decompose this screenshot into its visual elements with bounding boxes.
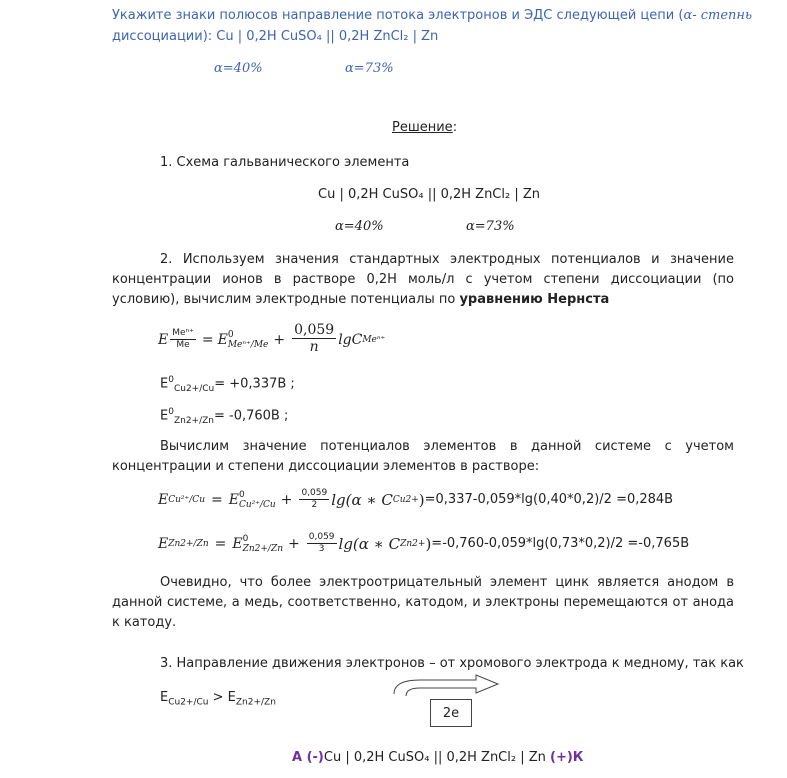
equation-cu [158,489,673,511]
eq-zn-rhs-scripts [243,534,283,554]
calc-intro: Вычислим значение потенциалов элементов в данной системе с учетом концентрации и степени диссоциации элементов в растворе: [112,439,734,474]
scheme-alpha-1 [335,219,384,234]
e0-cu-sup: 0 [168,375,174,385]
task-line-1-text: Укажите знаки полюсов направление потока электронов и ЭДС следующей цепи ( [112,8,684,23]
eq-cu-rhs-scripts [239,490,276,510]
eq-zn-result: =-0,760-0,059*lg(0,73*0,2)/2 =-0,765В [431,536,690,552]
scheme-alpha-2-text: α=73% [466,219,515,234]
eq-zn-frac-den: 3 [318,543,325,554]
nernst-lhs-num: Meⁿ⁺ [172,327,194,338]
solution-heading [392,120,457,135]
step-2-text: 2. Используем значения стандартных электродных потенциалов и значение концентрации ионов в растворе 0,2Н моль/л с учетом степени диссоциации (по условию), вычислим электродные потенциалы по [112,252,734,307]
anode-label: А (-) [292,750,324,765]
nernst-equation [158,323,385,356]
potential-comparison [160,690,276,708]
eq-zn-close: ) [425,534,432,553]
eq-cu-plus: + [280,491,293,508]
compare-e1: E [160,690,169,705]
eq-zn-rhs-sup: 0 [242,533,249,544]
task-alpha-1 [214,61,263,76]
eq-zn-lhs-e: E [158,535,169,552]
eq-zn-frac [307,533,337,555]
nernst-lg-sub: Meⁿ⁺ [362,334,386,345]
nernst-frac [292,323,336,356]
nernst-lhs-frac [170,329,196,351]
alpha-note: α- степнь [683,8,753,23]
eq-cu-lhs-e: E [158,491,169,508]
solution-heading-colon: : [452,120,458,135]
eq-cu-frac-num: 0,059 [301,488,328,498]
step-1-title: 1. Схема гальванического элемента [160,155,410,170]
nernst-rhs-sup: 0 [227,329,234,340]
eq-cu-rhs-sup: 0 [238,489,245,500]
electrons-box [430,699,472,727]
nernst-plus: + [273,331,286,348]
final-scheme-text: Cu | 0,2Н CuSO₄ || 0,2Н ZnCl₂ | Zn [323,750,551,765]
e0-zn [160,407,288,426]
nernst-equals: = [201,331,214,348]
task-alpha-2 [345,61,394,76]
step-2-bold: уравнению Нернста [459,292,610,307]
eq-zn-c-sub: Zn2+ [400,538,426,549]
eq-zn-rhs-e: E [232,535,243,552]
task-line-2: диссоциации): Cu | 0,2Н CuSO₄ || 0,2Н ZnCl₂ | Zn [112,29,439,44]
nernst-rhs-sub: Meⁿ⁺/Me [227,339,269,350]
e0-zn-sup: 0 [168,407,174,417]
compare-s2: Zn2+/Zn [235,697,276,708]
compare-e2: E [227,690,236,705]
nernst-lhs-den: Me [176,339,190,350]
eq-cu-equals: = [211,491,223,508]
eq-zn-plus: + [288,535,300,552]
eq-cu-frac-den: 2 [311,499,318,510]
task-alpha-2-text: α=73% [345,61,394,76]
nernst-rhs-scripts [228,330,269,350]
e0-zn-value: = -0,760В ; [214,408,289,424]
step-2-paragraph [112,250,734,310]
eq-zn-frac-num: 0,059 [308,532,335,542]
eq-zn-lhs-sub: Zn2+/Zn [168,538,209,549]
eq-cu-c-sub: Cu2+ [392,494,419,505]
scheme-alpha-2 [466,219,515,234]
equation-zn [158,533,689,555]
cathode-label: (+)К [550,750,584,765]
solution-heading-text: Решение [392,120,453,135]
e0-cu-value: = +0,337В ; [214,376,295,392]
electrons-box-label: 2e [442,705,460,721]
scheme-alpha-1-text: α=40% [335,219,384,234]
eq-cu-frac [299,489,329,511]
scheme: Cu | 0,2Н CuSO₄ || 0,2Н ZnCl₂ | Zn [318,187,540,202]
eq-zn-rhs-sub: Zn2+/Zn [242,543,284,554]
nernst-frac-den: n [309,339,319,356]
compare-gt: > [208,690,228,705]
conclusion: Очевидно, что более электроотрицательный элемент цинк является анодом в данной системе, а медь, соответственно, катодом, и электроны перемещаются от анода к катоду. [112,575,734,630]
eq-cu-lhs-sub: Cu²⁺/Cu [168,494,205,505]
eq-cu-result: =0,337-0,059*lg(0,40*0,2)/2 =0,284В [424,492,674,508]
e0-cu-sub: Cu2+/Cu [173,383,215,394]
nernst-frac-num: 0,059 [294,322,335,338]
e0-zn-e: E [160,408,169,424]
task-line-1 [112,8,752,23]
nernst-lg: lgC [338,331,363,348]
eq-cu-lg: lg(α ∗ C [331,490,393,509]
eq-cu-close: ) [418,490,425,509]
step-3-title: 3. Направление движения электронов – от хромового электрода к медному, так как [160,656,744,671]
electron-flow-arrow-icon [390,672,505,700]
eq-zn-lg: lg(α ∗ C [338,534,401,553]
nernst-rhs-e: E [217,331,228,348]
compare-s1: Cu2+/Cu [168,697,209,708]
eq-cu-rhs-sub: Cu²⁺/Cu [238,499,276,510]
eq-cu-rhs-e: E [228,491,239,508]
e0-cu-e: E [160,376,169,392]
e0-zn-sub: Zn2+/Zn [173,415,214,426]
task-alpha-1-text: α=40% [214,61,263,76]
nernst-lhs-e: E [158,331,169,348]
final-scheme [292,750,583,765]
e0-cu [160,375,295,394]
eq-zn-equals: = [214,535,227,552]
